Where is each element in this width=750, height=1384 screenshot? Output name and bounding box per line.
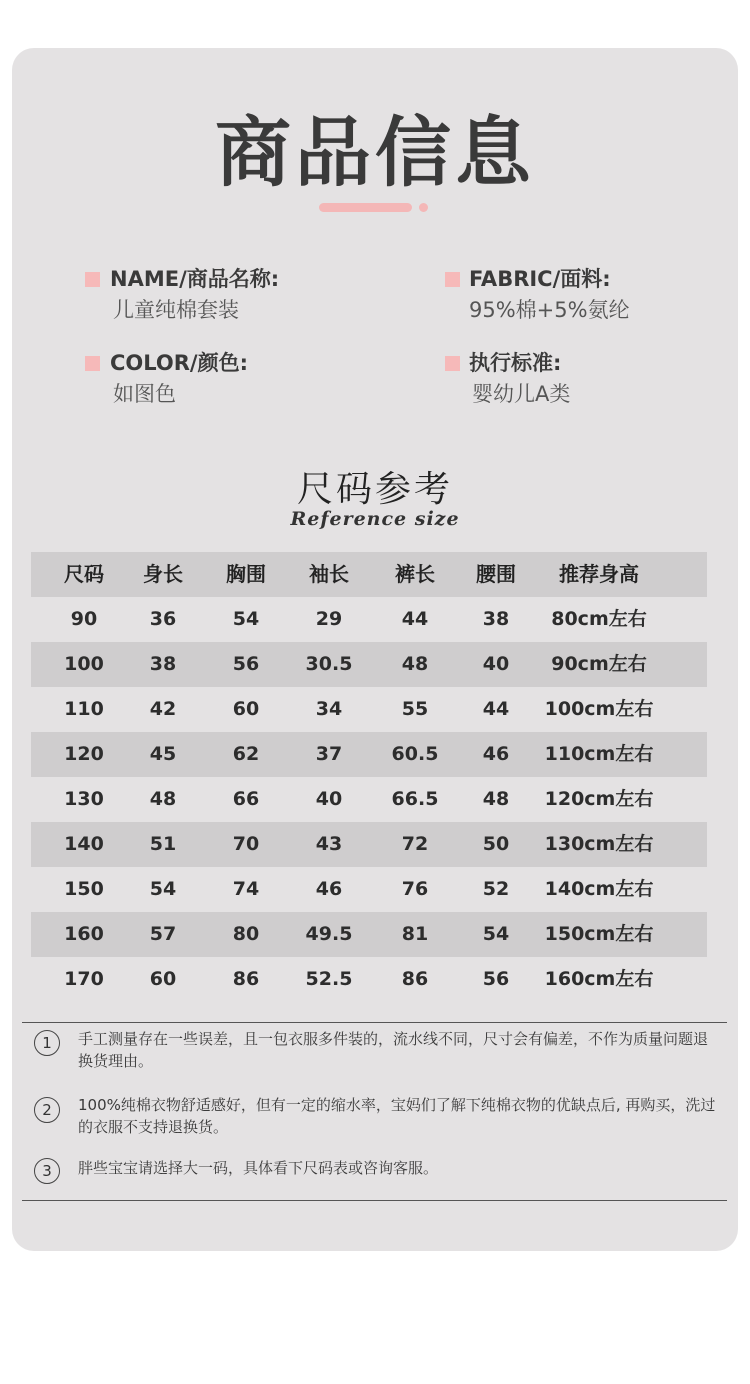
header-cell: 身长 [143, 562, 183, 586]
table-cell: 54 [232, 608, 260, 630]
header-cell: 袖长 [309, 562, 349, 586]
table-cell: 48 [482, 788, 510, 810]
table-cell: 34 [315, 698, 343, 720]
table-cell: 86 [401, 968, 429, 990]
table-cell: 56 [232, 653, 260, 675]
table-row [31, 597, 707, 642]
header-cell: 胸围 [226, 562, 266, 586]
table-cell: 38 [482, 608, 510, 630]
table-cell: 54 [149, 878, 177, 900]
header-cell: 推荐身高 [559, 562, 639, 586]
table-cell: 80cm左右 [551, 608, 647, 630]
table-cell: 81 [401, 923, 429, 945]
header-cell: 腰围 [476, 562, 516, 586]
table-cell: 46 [315, 878, 343, 900]
table-cell: 60 [149, 968, 177, 990]
info-color-value: 如图色 [113, 382, 176, 406]
bullet-square-icon [445, 272, 460, 287]
table-cell: 72 [401, 833, 429, 855]
table-row [31, 822, 707, 867]
info-name-label: NAME/商品名称: [110, 267, 280, 291]
bullet-square-icon [85, 356, 100, 371]
info-color [110, 348, 248, 409]
size-table-header [31, 552, 707, 597]
table-cell: 29 [315, 608, 343, 630]
table-row [31, 957, 707, 1002]
size-chart-title: 尺码参考 [296, 469, 453, 510]
note-marker-2: 2 [34, 1097, 60, 1123]
table-cell: 42 [149, 698, 177, 720]
table-cell: 40 [482, 653, 510, 675]
table-cell: 48 [401, 653, 429, 675]
table-cell: 57 [149, 923, 177, 945]
table-cell: 70 [232, 833, 260, 855]
bullet-square-icon [85, 272, 100, 287]
table-cell: 60.5 [391, 743, 439, 765]
table-cell: 140cm左右 [544, 878, 654, 900]
table-cell: 44 [482, 698, 510, 720]
bullet-square-icon [445, 356, 460, 371]
table-cell: 66 [232, 788, 260, 810]
note-2: 100%纯棉衣物舒适感好，但有一定的缩水率，宝妈们了解下纯棉衣物的优缺点后, 再购买，洗过的衣服不支持退换货。 [78, 1096, 716, 1136]
divider-top [22, 1022, 727, 1023]
note-marker-1: 1 [34, 1030, 60, 1056]
table-cell: 90cm左右 [551, 653, 647, 675]
table-cell: 100 [64, 653, 104, 675]
info-fabric-value: 95%棉+5%氨纶 [469, 298, 630, 322]
table-cell: 110 [64, 698, 104, 720]
table-cell: 45 [149, 743, 177, 765]
table-cell: 38 [149, 653, 177, 675]
table-cell: 40 [315, 788, 343, 810]
table-row [31, 642, 707, 687]
table-cell: 130 [64, 788, 104, 810]
table-cell: 43 [315, 833, 343, 855]
info-name [110, 264, 279, 325]
info-fabric [469, 264, 630, 325]
table-cell: 170 [64, 968, 104, 990]
table-cell: 86 [232, 968, 260, 990]
page-title: 商品信息 [215, 108, 535, 197]
info-name-value: 儿童纯棉套装 [113, 298, 239, 322]
table-cell: 60 [232, 698, 260, 720]
size-table [31, 552, 707, 1002]
table-cell: 160cm左右 [544, 968, 654, 990]
table-cell: 80 [232, 923, 260, 945]
table-cell: 160 [64, 923, 104, 945]
note-1: 手工测量存在一些误差，且一包衣服多件装的，流水线不同，尺寸会有偏差，不作为质量问题退换货理由。 [78, 1030, 709, 1070]
table-cell: 76 [401, 878, 429, 900]
table-cell: 74 [232, 878, 260, 900]
table-cell: 54 [482, 923, 510, 945]
note-marker-3: 3 [34, 1158, 60, 1184]
table-cell: 120cm左右 [544, 788, 654, 810]
table-cell: 48 [149, 788, 177, 810]
table-cell: 100cm左右 [544, 698, 654, 720]
note-3: 胖些宝宝请选择大一码，具体看下尺码表或咨询客服。 [78, 1159, 439, 1177]
title-underline-dot [419, 203, 428, 212]
table-cell: 62 [232, 743, 260, 765]
table-cell: 52 [482, 878, 510, 900]
table-cell: 150 [64, 878, 104, 900]
table-row [31, 867, 707, 912]
table-cell: 66.5 [391, 788, 439, 810]
table-cell: 44 [401, 608, 429, 630]
table-cell: 130cm左右 [544, 833, 654, 855]
table-cell: 90 [70, 608, 98, 630]
table-cell: 150cm左右 [544, 923, 654, 945]
info-fabric-label: FABRIC/面料: [469, 267, 611, 291]
table-row [31, 687, 707, 732]
table-cell: 120 [64, 743, 104, 765]
title-underline-bar [319, 203, 412, 212]
divider-bottom [22, 1200, 727, 1201]
table-cell: 36 [149, 608, 177, 630]
table-cell: 37 [315, 743, 343, 765]
table-row [31, 732, 707, 777]
table-cell: 52.5 [305, 968, 353, 990]
info-standard-label: 执行标准: [469, 351, 562, 375]
table-cell: 140 [64, 833, 104, 855]
table-cell: 46 [482, 743, 510, 765]
table-cell: 55 [401, 698, 429, 720]
size-chart-subtitle: Reference size [290, 508, 460, 530]
header-cell: 裤长 [395, 562, 435, 586]
table-row [31, 777, 707, 822]
table-cell: 110cm左右 [544, 743, 654, 765]
info-standard [469, 348, 570, 409]
header-cell: 尺码 [64, 562, 104, 586]
table-cell: 51 [149, 833, 177, 855]
table-cell: 49.5 [305, 923, 353, 945]
info-color-label: COLOR/颜色: [110, 351, 248, 375]
table-cell: 50 [482, 833, 510, 855]
table-row [31, 912, 707, 957]
table-cell: 30.5 [305, 653, 353, 675]
table-cell: 56 [482, 968, 510, 990]
info-standard-value: 婴幼儿A类 [472, 382, 571, 406]
